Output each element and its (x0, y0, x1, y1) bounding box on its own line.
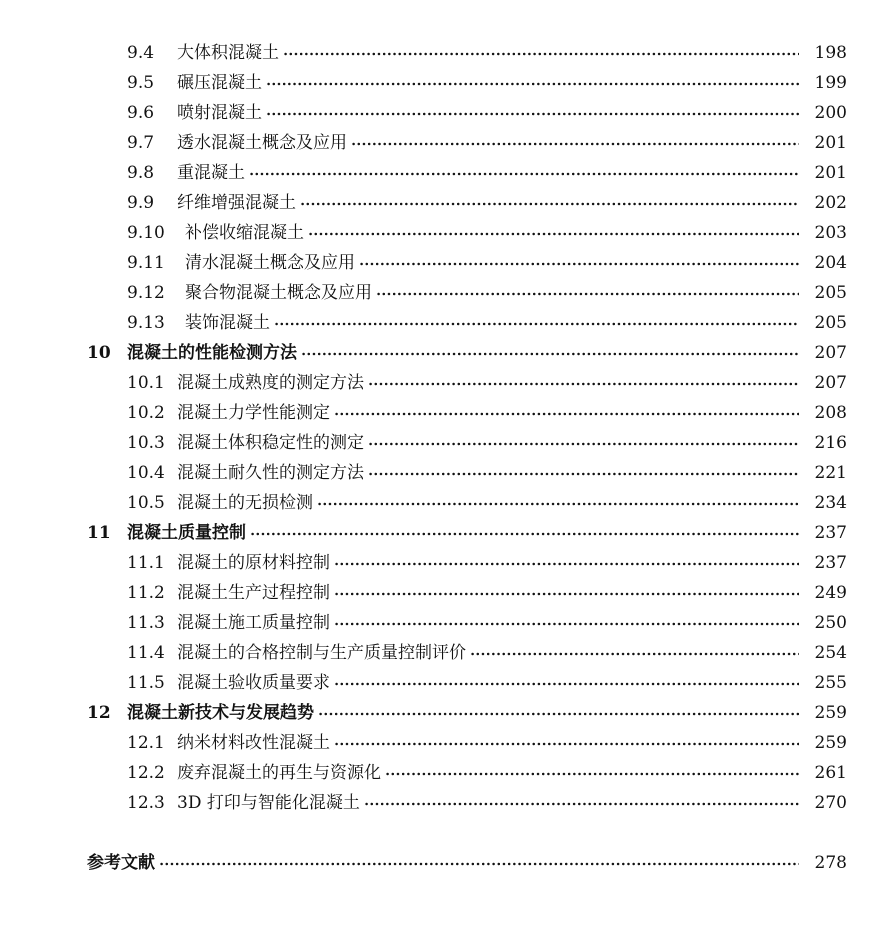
dot-leader (368, 458, 799, 488)
section-number: 10.4 (127, 463, 165, 483)
section-number: 12.1 (127, 733, 165, 753)
page-number: 199 (814, 73, 847, 93)
page-number: 255 (814, 673, 847, 693)
section-title: 补偿收缩混凝土 (185, 223, 304, 243)
dot-leader (470, 638, 799, 668)
page-number: 259 (814, 703, 847, 723)
toc-entry-12-2[interactable] (0, 758, 884, 788)
page-number: 204 (814, 253, 847, 273)
section-number: 10.2 (127, 403, 165, 423)
page-number: 221 (814, 463, 847, 483)
toc-references[interactable] (0, 848, 884, 878)
section-title: 喷射混凝土 (177, 103, 262, 123)
dot-leader (318, 698, 799, 728)
dot-leader (334, 578, 799, 608)
page-number: 261 (814, 763, 847, 783)
toc-entry-10-1[interactable] (0, 368, 884, 398)
dot-leader (368, 428, 799, 458)
toc-entry-9-11[interactable] (0, 248, 884, 278)
page-number: 200 (814, 103, 847, 123)
page-number: 234 (814, 493, 847, 513)
page-number: 205 (814, 313, 847, 333)
section-number: 9.12 (127, 283, 165, 303)
toc-entry-9-9[interactable] (0, 188, 884, 218)
section-title: 碾压混凝土 (177, 73, 262, 93)
toc-entry-9-5[interactable] (0, 68, 884, 98)
section-title: 聚合物混凝土概念及应用 (185, 283, 372, 303)
section-title: 纳米材料改性混凝土 (177, 733, 330, 753)
section-number: 9.9 (127, 193, 155, 213)
section-number: 11.4 (127, 643, 165, 663)
dot-leader (334, 608, 799, 638)
dot-leader (376, 278, 799, 308)
section-title: 混凝土生产过程控制 (177, 583, 330, 603)
dot-leader (300, 188, 799, 218)
section-number: 9.13 (127, 313, 165, 333)
section-number: 11.2 (127, 583, 165, 603)
page-number: 270 (814, 793, 847, 813)
dot-leader (334, 548, 799, 578)
section-title: 混凝土体积稳定性的测定 (177, 433, 364, 453)
toc-entry-10-5[interactable] (0, 488, 884, 518)
page-number: 237 (814, 523, 847, 543)
section-number: 9.4 (127, 43, 155, 63)
dot-leader (308, 218, 799, 248)
page-number: 203 (814, 223, 847, 243)
section-number: 9.8 (127, 163, 155, 183)
section-number: 11.3 (127, 613, 165, 633)
dot-leader (266, 68, 799, 98)
section-number: 10.5 (127, 493, 165, 513)
dot-leader (301, 338, 799, 368)
chapter-number: 10 (87, 343, 111, 363)
section-title: 重混凝土 (177, 163, 245, 183)
dot-leader (334, 728, 799, 758)
page-number: 250 (814, 613, 847, 633)
page-number: 207 (814, 343, 847, 363)
section-number: 12.3 (127, 793, 165, 813)
dot-leader (364, 788, 799, 818)
page-number: 278 (814, 853, 847, 873)
page-number: 201 (814, 133, 847, 153)
section-number: 11.1 (127, 553, 165, 573)
page-number: 259 (814, 733, 847, 753)
page-number: 201 (814, 163, 847, 183)
toc-entry-10-2[interactable] (0, 398, 884, 428)
chapter-number: 12 (87, 703, 111, 723)
toc-entry-12-3[interactable] (0, 788, 884, 818)
toc-entry-11-3[interactable] (0, 608, 884, 638)
section-number: 12.2 (127, 763, 165, 783)
section-number: 10.3 (127, 433, 165, 453)
section-title: 混凝土成熟度的测定方法 (177, 373, 364, 393)
dot-leader (250, 518, 799, 548)
section-title: 废弃混凝土的再生与资源化 (177, 763, 381, 783)
dot-leader (334, 668, 799, 698)
section-title: 清水混凝土概念及应用 (185, 253, 355, 273)
dot-leader (359, 248, 799, 278)
chapter-number: 11 (87, 523, 111, 543)
dot-leader (159, 848, 799, 878)
section-title: 混凝土的无损检测 (177, 493, 313, 513)
section-title: 混凝土施工质量控制 (177, 613, 330, 633)
toc-entry-10-3[interactable] (0, 428, 884, 458)
page-number: 207 (814, 373, 847, 393)
section-number: 9.6 (127, 103, 155, 123)
page-number: 202 (814, 193, 847, 213)
section-title: 纤维增强混凝土 (177, 193, 296, 213)
dot-leader (249, 158, 799, 188)
toc-entry-9-10[interactable] (0, 218, 884, 248)
page-number: 216 (814, 433, 847, 453)
section-title: 混凝土的原材料控制 (177, 553, 330, 573)
dot-leader (274, 308, 799, 338)
section-title: 3D 打印与智能化混凝土 (177, 793, 360, 813)
toc-entry-11-4[interactable] (0, 638, 884, 668)
page-number: 205 (814, 283, 847, 303)
chapter-title: 混凝土新技术与发展趋势 (127, 703, 314, 723)
page-number: 198 (814, 43, 847, 63)
dot-leader (351, 128, 799, 158)
section-title: 装饰混凝土 (185, 313, 270, 333)
toc-entry-9-6[interactable] (0, 98, 884, 128)
dot-leader (317, 488, 799, 518)
dot-leader (368, 368, 799, 398)
references-title: 参考文献 (87, 853, 155, 873)
section-title: 混凝土的合格控制与生产质量控制评价 (177, 643, 466, 663)
section-title: 透水混凝土概念及应用 (177, 133, 347, 153)
toc-entry-11-5[interactable] (0, 668, 884, 698)
dot-leader (334, 398, 799, 428)
page-number: 208 (814, 403, 847, 423)
toc-entry-10-4[interactable] (0, 458, 884, 488)
chapter-title: 混凝土质量控制 (127, 523, 246, 543)
section-number: 9.11 (127, 253, 165, 273)
toc-entry-9-4[interactable] (0, 38, 884, 68)
dot-leader (266, 98, 799, 128)
toc-entry-9-12[interactable] (0, 278, 884, 308)
section-number: 10.1 (127, 373, 165, 393)
table-of-contents (0, 38, 884, 878)
section-title: 混凝土验收质量要求 (177, 673, 330, 693)
toc-entry-11-1[interactable] (0, 548, 884, 578)
section-number: 9.7 (127, 133, 155, 153)
toc-entry-12-1[interactable] (0, 728, 884, 758)
section-number: 11.5 (127, 673, 165, 693)
page-number: 237 (814, 553, 847, 573)
section-number: 9.5 (127, 73, 155, 93)
toc-chapter-10[interactable] (0, 338, 884, 368)
toc-entry-9-7[interactable] (0, 128, 884, 158)
dot-leader (283, 38, 799, 68)
section-title: 混凝土力学性能测定 (177, 403, 330, 423)
toc-chapter-12[interactable] (0, 698, 884, 728)
page-number: 254 (814, 643, 847, 663)
toc-entry-11-2[interactable] (0, 578, 884, 608)
toc-entry-9-13[interactable] (0, 308, 884, 338)
section-title: 大体积混凝土 (177, 43, 279, 63)
dot-leader (385, 758, 799, 788)
section-title: 混凝土耐久性的测定方法 (177, 463, 364, 483)
chapter-title: 混凝土的性能检测方法 (127, 343, 297, 363)
toc-chapter-11[interactable] (0, 518, 884, 548)
toc-entry-9-8[interactable] (0, 158, 884, 188)
section-number: 9.10 (127, 223, 165, 243)
page-number: 249 (814, 583, 847, 603)
